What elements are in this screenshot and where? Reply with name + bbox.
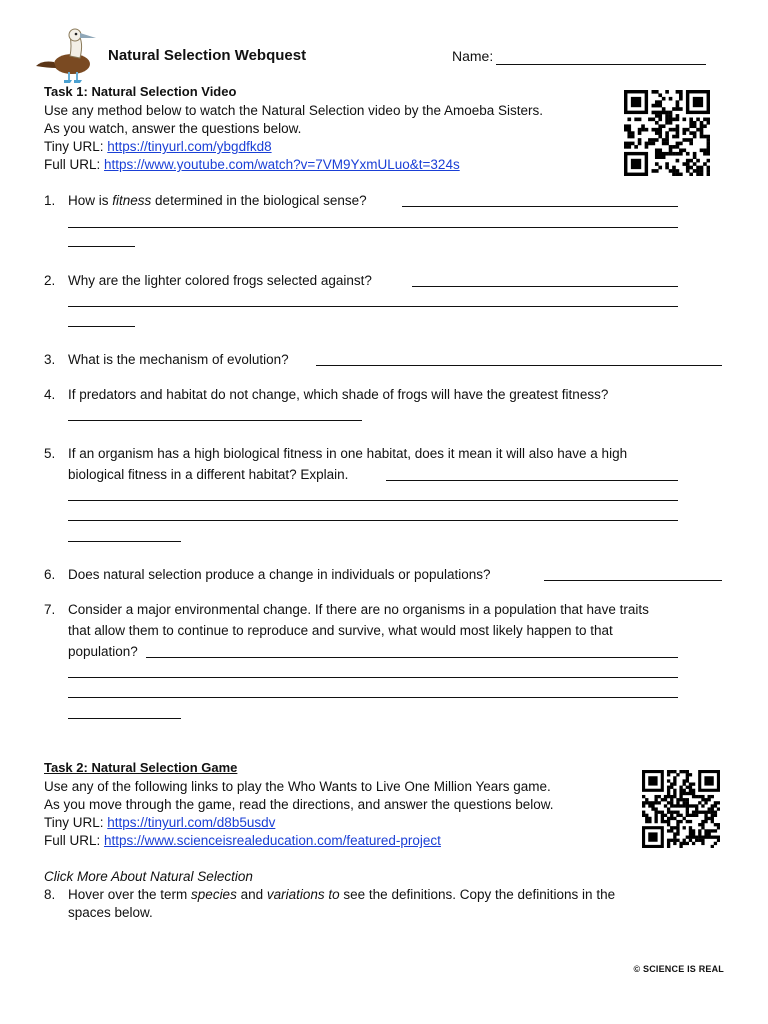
answer-line[interactable]	[146, 657, 678, 658]
task2-instructions-2: As you move through the game, read the directions, and answer the questions below.	[44, 797, 554, 812]
name-label: Name:	[452, 48, 494, 64]
question-text-line-1: If an organism has a high biological fitness in one habitat, does it mean it will also have a high	[68, 446, 628, 461]
question-number: 7.	[44, 602, 56, 617]
answer-line[interactable]	[68, 697, 678, 698]
question-text: Why are the lighter colored frogs selected against?	[68, 273, 372, 288]
answer-line[interactable]	[68, 718, 181, 719]
task2-instructions-1: Use any of the following links to play the Who Wants to Live One Million Years game.	[44, 779, 551, 794]
question-text-line-2: spaces below.	[68, 905, 153, 920]
task2-full-url-row	[44, 832, 441, 849]
booby-bird-icon	[34, 24, 104, 86]
question-text-line-3: population?	[68, 644, 138, 659]
answer-line[interactable]	[68, 541, 181, 542]
task1-tiny-url-row	[44, 138, 272, 155]
question-text-line-2: that allow them to continue to reproduce and survive, what would most likely happen to that	[68, 623, 613, 638]
answer-line[interactable]	[316, 365, 722, 366]
question-text-line-2: biological fitness in a different habitat? Explain.	[68, 467, 349, 482]
full-url-label: Full URL:	[44, 833, 105, 848]
question-number: 2.	[44, 273, 56, 288]
name-field[interactable]	[496, 64, 706, 65]
answer-line[interactable]	[386, 480, 678, 481]
copyright-footer: © SCIENCE IS REAL	[633, 964, 724, 974]
full-url-link[interactable]: https://www.youtube.com/watch?v=7VM9YxmULuo&t=324s	[104, 157, 460, 172]
tiny-url-label: Tiny URL:	[44, 815, 108, 830]
question-number: 1.	[44, 193, 56, 208]
qr-code-icon	[624, 90, 710, 176]
task1-instructions-1: Use any method below to watch the Natural Selection video by the Amoeba Sisters.	[44, 103, 544, 118]
task1-instructions-2: As you watch, answer the questions below.	[44, 121, 302, 136]
task2-title: Task 2: Natural Selection Game	[44, 760, 238, 775]
page-title: Natural Selection Webquest	[108, 47, 307, 64]
answer-line[interactable]	[68, 227, 678, 228]
answer-line[interactable]	[412, 286, 678, 287]
answer-line[interactable]	[68, 306, 678, 307]
question-text-line-1: Hover over the term species and variations to see the definitions. Copy the definitions in the	[68, 887, 616, 902]
tiny-url-link[interactable]: https://tinyurl.com/ybgdfkd8	[107, 139, 272, 154]
answer-line[interactable]	[68, 420, 362, 421]
full-url-label: Full URL:	[44, 157, 105, 172]
qr-code-icon	[642, 770, 720, 848]
question-number: 3.	[44, 352, 56, 367]
question-text: Does natural selection produce a change in individuals or populations?	[68, 567, 491, 582]
question-number: 8.	[44, 887, 56, 902]
question-number: 5.	[44, 446, 56, 461]
task2-tiny-url-row	[44, 814, 275, 831]
tiny-url-label: Tiny URL:	[44, 139, 108, 154]
question-text: If predators and habitat do not change, which shade of frogs will have the greatest fitness?	[68, 387, 609, 402]
answer-line[interactable]	[402, 206, 678, 207]
task1-title: Task 1: Natural Selection Video	[44, 84, 237, 99]
answer-line[interactable]	[68, 520, 678, 521]
answer-line[interactable]	[68, 326, 135, 327]
click-note: Click More About Natural Selection	[44, 869, 253, 884]
answer-line[interactable]	[68, 677, 678, 678]
answer-line[interactable]	[68, 500, 678, 501]
full-url-link[interactable]: https://www.scienceisrealeducation.com/featured-project	[104, 833, 441, 848]
answer-line[interactable]	[68, 246, 135, 247]
question-text-line-1: Consider a major environmental change. If there are no organisms in a population that have traits	[68, 602, 649, 617]
answer-line[interactable]	[544, 580, 722, 581]
question-number: 4.	[44, 387, 56, 402]
tiny-url-link[interactable]: https://tinyurl.com/d8b5usdv	[107, 815, 276, 830]
question-number: 6.	[44, 567, 56, 582]
question-text: What is the mechanism of evolution?	[68, 352, 289, 367]
task1-full-url-row	[44, 156, 460, 173]
question-text: How is fitness determined in the biological sense?	[68, 193, 367, 208]
